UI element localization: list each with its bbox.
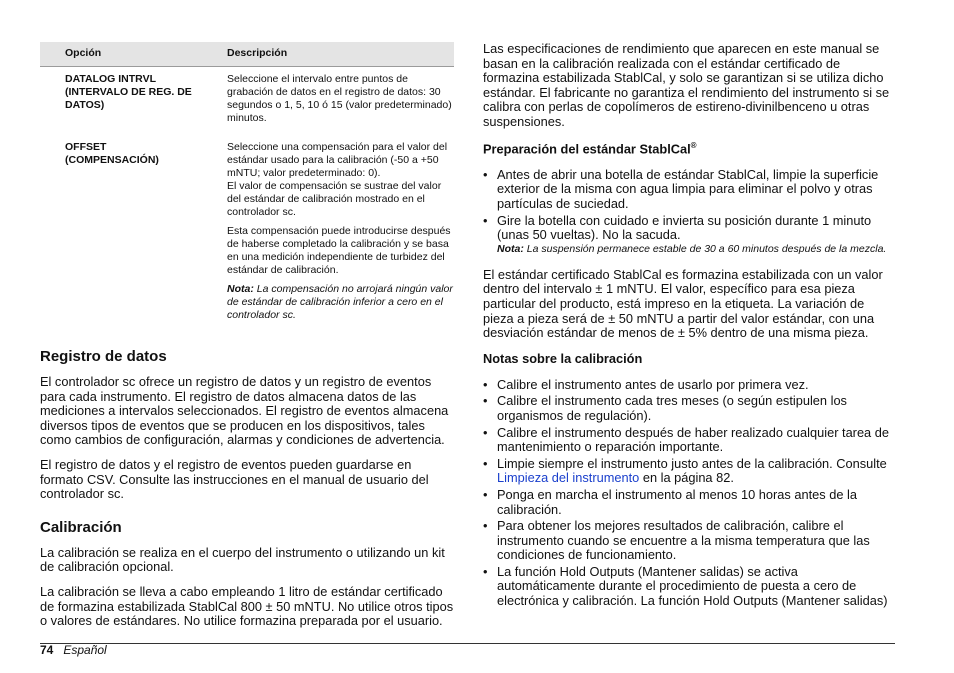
list-item-text: en la página 82. <box>639 470 734 486</box>
registered-mark: ® <box>690 140 697 150</box>
table-note <box>227 283 454 322</box>
list-item: • Calibre el instrumento cada tres meses (o según estipulen los organismos de regulación). <box>483 394 893 423</box>
options-table <box>40 42 454 332</box>
list-item: • Para obtener los mejores resultados de calibración, calibre el instrumento cuando se encuentre a la misma temperatura que las condiciones de funcionamiento. <box>483 519 893 563</box>
calibracion-paragraph-1: La calibración se realiza en el cuerpo del instrumento o utilizando un kit de calibración opcional. <box>40 544 445 575</box>
table-header-option: Opción <box>40 42 202 67</box>
registro-paragraph-1: El controlador sc ofrece un registro de datos y un registro de eventos para cada instrumento. El registro de datos almacena datos de las mediciones a intervalos seleccionados. El registro de eventos almacena diversos tipos de eventos que se producen en los dispositivos, tales como cambios de configuración, alarmas y condiciones de advertencia. <box>40 374 449 448</box>
page-number: 74 <box>40 643 54 657</box>
list-item: • Calibre el instrumento después de haber realizado cualquier tarea de mantenimiento o reparación importante. <box>483 426 893 455</box>
note-label: Nota: <box>227 283 254 295</box>
heading-preparacion <box>483 141 893 156</box>
list-item: • Calibre el instrumento antes de usarlo por primera vez. <box>483 378 893 393</box>
preparation-list <box>483 168 893 256</box>
list-item: • La función Hold Outputs (Mantener salidas) se activa automáticamente durante el procedimiento de puesta a cero de electrónica y calibración. La función Hold Outputs (Mantener salidas) <box>483 565 893 609</box>
preparation-note <box>497 243 893 256</box>
table-header-description: Descripción <box>202 42 454 67</box>
registro-paragraph-2: El registro de datos y el registro de eventos pueden guardarse en formato CSV. Consulte las instrucciones en el manual de usuario del controlador sc. <box>40 456 429 502</box>
heading-registro: Registro de datos <box>40 348 167 365</box>
list-item <box>483 457 893 486</box>
note-label: Nota: <box>497 242 524 255</box>
heading-preparacion-text: Preparación del estándar StablCal <box>483 140 691 156</box>
list-item: • Antes de abrir una botella de estándar StablCal, limpie la superficie exterior de la misma con agua limpia para eliminar el polvo y otras partículas de suciedad. <box>483 168 893 212</box>
note-text: La suspensión permanece estable de 30 a 60 minutos después de la mezcla. <box>523 242 887 255</box>
certificado-paragraph: El estándar certificado StablCal es formazina estabilizada con un valor dentro del intervalo ± 1 mNTU. El valor, específico para esa pieza particular del producto, está impreso en la etiqueta. La variación de pieza a pieza será de ± 50 mNTU a partir del valor estándar, con una desviación estándar de menos de ± 5% dentro de una misma pieza. <box>483 266 883 341</box>
footer-language: Español <box>63 643 107 657</box>
calibration-notes-list <box>483 378 893 609</box>
list-item <box>483 214 893 256</box>
right-column <box>483 42 893 611</box>
calibracion-paragraph-2: La calibración se lleva a cabo empleando 1 litro de estándar certificado de formazina estabilizada StablCal 800 ± 50 mNTU. No utilice otros tipos o valores de estándares. No utilice formazina preparada por el usuario. <box>40 583 454 629</box>
footer-divider <box>40 643 895 644</box>
description-text: Seleccione una compensación para el valor del estándar usado para la calibración (-50 a +50 mNTU; valor predeterminado: 0). <box>227 141 448 179</box>
list-item: • Ponga en marcha el instrumento al menos 10 horas antes de la calibración. <box>483 488 893 517</box>
note-text: La compensación no arrojará ningún valor de estándar de calibración inferior a cero en el controlador sc. <box>227 283 453 321</box>
description-cell <box>202 67 454 136</box>
list-item-text: Gire la botella con cuidado e invierta su posición durante 1 minuto (unas 50 vueltas). No la sacuda. <box>497 212 872 243</box>
page-footer <box>40 643 107 657</box>
intro-paragraph: Las especificaciones de rendimiento que aparecen en este manual se basan en la calibración realizada con el estándar certificado de formazina estabilizada StablCal, y solo se garantizan si se utiliza dicho estándar. El fabricante no garantiza el rendimiento del instrumento si se calibra con perlas de copolímeros de estireno-divinilbenceno u otras suspensiones. <box>483 41 890 129</box>
option-cell: OFFSET (COMPENSACIÓN) <box>65 141 159 166</box>
description-text: Esta compensación puede introducirse después de haberse completado la calibración y se basa en una medición independiente de turbidez del estándar de calibración. <box>227 225 451 276</box>
left-column <box>40 42 454 629</box>
description-cell <box>202 135 454 332</box>
table-row <box>40 67 454 136</box>
heading-calibracion: Calibración <box>40 518 122 536</box>
table-header-row <box>40 42 454 67</box>
heading-notas: Notas sobre la calibración <box>483 350 643 366</box>
option-cell: DATALOG INTRVL (INTERVALO DE REG. DE DATOS) <box>65 73 192 111</box>
limpieza-link[interactable]: Limpieza del instrumento <box>497 470 640 486</box>
description-text: El valor de compensación se sustrae del valor del estándar de calibración mostrado en el controlador sc. <box>227 180 442 218</box>
description-text: Seleccione el intervalo entre puntos de grabación de datos en el registro de datos: 30 segundos o 1, 5, 10 ó 15 (valor predeterminado) minutos. <box>227 73 452 124</box>
table-row <box>40 135 454 332</box>
list-item-text: Limpie siempre el instrumento justo antes de la calibración. Consulte <box>497 455 887 471</box>
